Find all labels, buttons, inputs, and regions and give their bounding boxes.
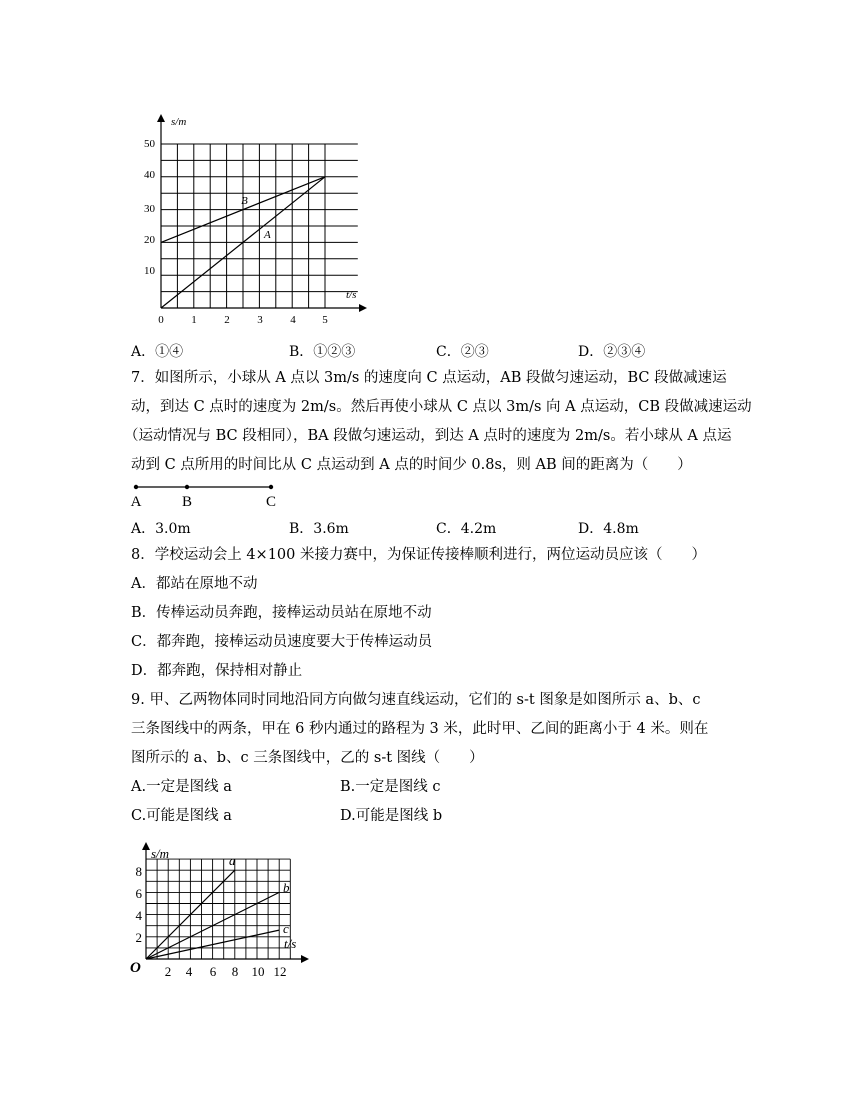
- y-tick-label: 10: [144, 265, 155, 277]
- q7-option-a[interactable]: A．3.0m: [131, 521, 191, 537]
- q7-text-line: 动到 C 点所用的时间比从 C 点运动到 A 点的时间少 0.8s，则 AB 间的距离为（ ）: [131, 457, 692, 473]
- st-graph-2: [126, 838, 322, 980]
- line-label-c: c: [283, 921, 289, 936]
- y-tick-label: 50: [144, 138, 155, 150]
- x-tick-label: 2: [164, 964, 172, 979]
- x-axis-label: t/s: [346, 289, 357, 301]
- y-tick-label: 2: [135, 930, 142, 945]
- point-b-label: B: [181, 494, 193, 510]
- q8-option-b[interactable]: B．传棒运动员奔跑，接棒运动员站在原地不动: [131, 605, 432, 621]
- x-tick-label: 4: [185, 964, 193, 979]
- x-axis-label: t/s: [284, 936, 297, 951]
- y-tick-label: 20: [144, 234, 155, 246]
- point-c-dot: [269, 485, 273, 489]
- q9-option-b[interactable]: B.一定是图线 c: [340, 779, 441, 795]
- q7-option-c[interactable]: C．4.2m: [436, 521, 497, 537]
- q9-text-line: 9. 甲、乙两物体同时同地沿同方向做匀速直线运动，它们的 s-t 图象是如图所示 a、b、c: [131, 692, 701, 708]
- x-tick-label: 8: [231, 964, 239, 979]
- y-tick-label: 4: [135, 908, 142, 923]
- q7-option-d[interactable]: D．4.8m: [578, 521, 639, 537]
- y-tick-label: 30: [144, 203, 155, 215]
- q6-option-b[interactable]: B．①②③: [289, 344, 356, 360]
- q8-option-a[interactable]: A．都站在原地不动: [131, 576, 258, 592]
- q6-option-a[interactable]: A．①④: [131, 344, 184, 360]
- y-axis-arrow-icon: [157, 114, 165, 122]
- x-tick-label: 6: [209, 964, 217, 979]
- x-axis-arrow-icon: [359, 304, 367, 312]
- point-b-dot: [185, 485, 189, 489]
- y-axis-label: s/m: [171, 116, 187, 128]
- q7-text-line: 动，到达 C 点时的速度为 2m/s。然后再使小球从 C 点以 3m/s 向 A 点运动，CB 段做减速运动: [131, 399, 752, 415]
- q9-text-line: 图所示的 a、b、c 三条图线中，乙的 s-t 图线（ ）: [131, 750, 484, 766]
- x-tick-label: 4: [290, 314, 296, 326]
- y-tick-label: 6: [135, 886, 142, 901]
- q8-option-d[interactable]: D．都奔跑，保持相对静止: [131, 663, 303, 679]
- q9-text-line: 三条图线中的两条，甲在 6 秒内通过的路程为 3 米，此时甲、乙间的距离小于 4 米。则在: [131, 721, 709, 737]
- q7-option-b[interactable]: B．3.6m: [289, 521, 349, 537]
- x-tick-label: 3: [257, 314, 263, 326]
- line-label-a: A: [264, 229, 271, 241]
- x-tick-label: 1: [191, 314, 197, 326]
- line-label-a: a: [229, 853, 236, 868]
- point-a-label: A: [130, 494, 142, 510]
- q7-text-line: （运动情况与 BC 段相同），BA 段做匀速运动，到达 A 点时的速度为 2m/s。若小球从 A 点运: [124, 428, 732, 444]
- y-tick-label: 8: [135, 864, 142, 879]
- q7-text-line: 7．如图所示，小球从 A 点以 3m/s 的速度向 C 点运动，AB 段做匀速运动，BC 段做减速运: [131, 370, 727, 386]
- q6-option-c[interactable]: C．②③: [436, 344, 489, 360]
- q9-option-c[interactable]: C.可能是图线 a: [131, 808, 232, 824]
- origin-label: O: [130, 960, 141, 976]
- q6-option-d[interactable]: D．②③④: [578, 344, 646, 360]
- x-tick-label: 0: [158, 314, 164, 326]
- y-axis-arrow-icon: [142, 842, 150, 850]
- x-tick-label: 5: [322, 314, 328, 326]
- x-tick-label: 2: [224, 314, 230, 326]
- q8-stem: 8．学校运动会上 4×100 米接力赛中，为保证传接棒顺利进行，两位运动员应该（ ）: [131, 547, 706, 563]
- y-tick-label: 40: [144, 169, 155, 181]
- x-axis-arrow-icon: [301, 955, 309, 963]
- y-axis-label: s/m: [151, 846, 170, 861]
- q9-option-d[interactable]: D.可能是图线 b: [340, 808, 443, 824]
- point-a-dot: [134, 485, 138, 489]
- q8-option-c[interactable]: C．都奔跑，接棒运动员速度要大于传棒运动员: [131, 634, 433, 650]
- q9-option-a[interactable]: A.一定是图线 a: [131, 779, 232, 795]
- line-label-b: B: [241, 195, 248, 207]
- line-label-b: b: [283, 880, 290, 895]
- x-tick-label: 10: [251, 964, 265, 979]
- st-graph-1: [135, 108, 375, 330]
- abc-track-diagram: [126, 480, 286, 512]
- point-c-label: C: [265, 494, 277, 510]
- x-tick-label: 12: [273, 964, 287, 979]
